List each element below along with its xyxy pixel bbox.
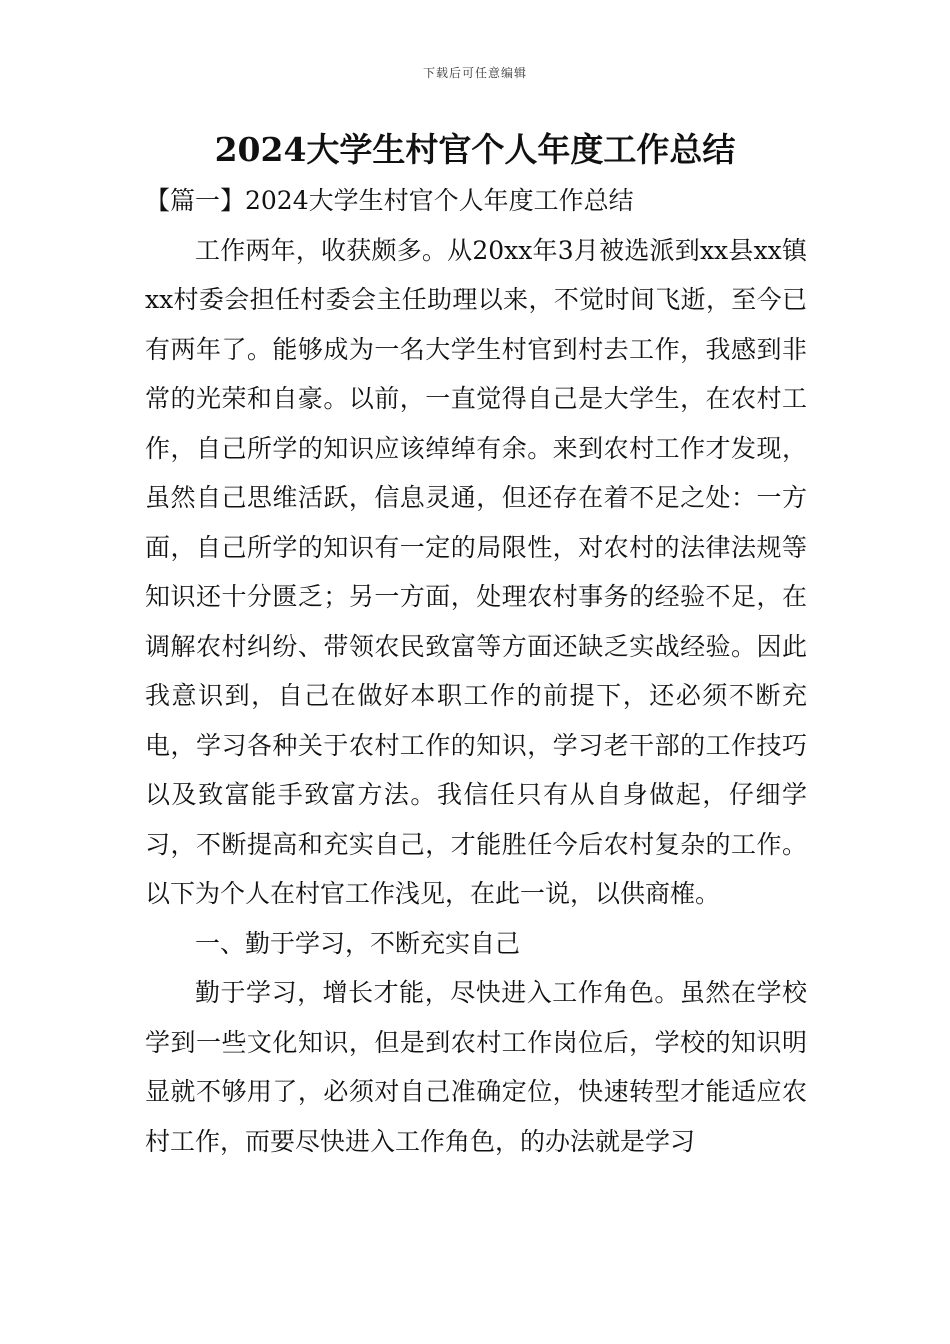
- section-label: 【篇一】2024大学生村官个人年度工作总结: [145, 186, 634, 215]
- document-body: [145, 176, 807, 1166]
- paragraph-intro: 工作两年，收获颇多。从20xx年3月被选派到xx县xx镇xx村委会担任村委会主任助理以来，不觉时间飞逝，至今已有两年了。能够成为一名大学生村官到村去工作，我感到非常的光荣和自豪。以前，一直觉得自己是大学生，在农村工作，自己所学的知识应该绰绰有余。来到农村工作才发现，虽然自己思维活跃，信息灵通，但还存在着不足之处：一方面，自己所学的知识有一定的局限性，对农村的法律法规等知识还十分匮乏；另一方面，处理农村事务的经验不足，在调解农村纠纷、带领农民致富等方面还缺乏实战经验。因此我意识到，自己在做好本职工作的前提下，还必须不断充电，学习各种关于农村工作的知识，学习老干部的工作技巧以及致富能手致富方法。我信任只有从自身做起，仔细学习，不断提高和充实自己，才能胜任今后农村复杂的工作。以下为个人在村官工作浅见，在此一说，以供商榷。: [145, 235, 807, 908]
- paragraph-study: 勤于学习，增长才能，尽快进入工作角色。虽然在学校学到一些文化知识，但是到农村工作岗位后，学校的知识明显就不够用了，必须对自己准确定位，快速转型才能适应农村工作，而要尽快进入工作角色，的办法就是学习: [145, 978, 807, 1156]
- section-heading-1: 一、勤于学习，不断充实自己: [195, 928, 521, 958]
- header-note: 下载后可任意编辑: [422, 66, 527, 80]
- document-title: 2024大学生村官个人年度工作总结: [214, 130, 736, 169]
